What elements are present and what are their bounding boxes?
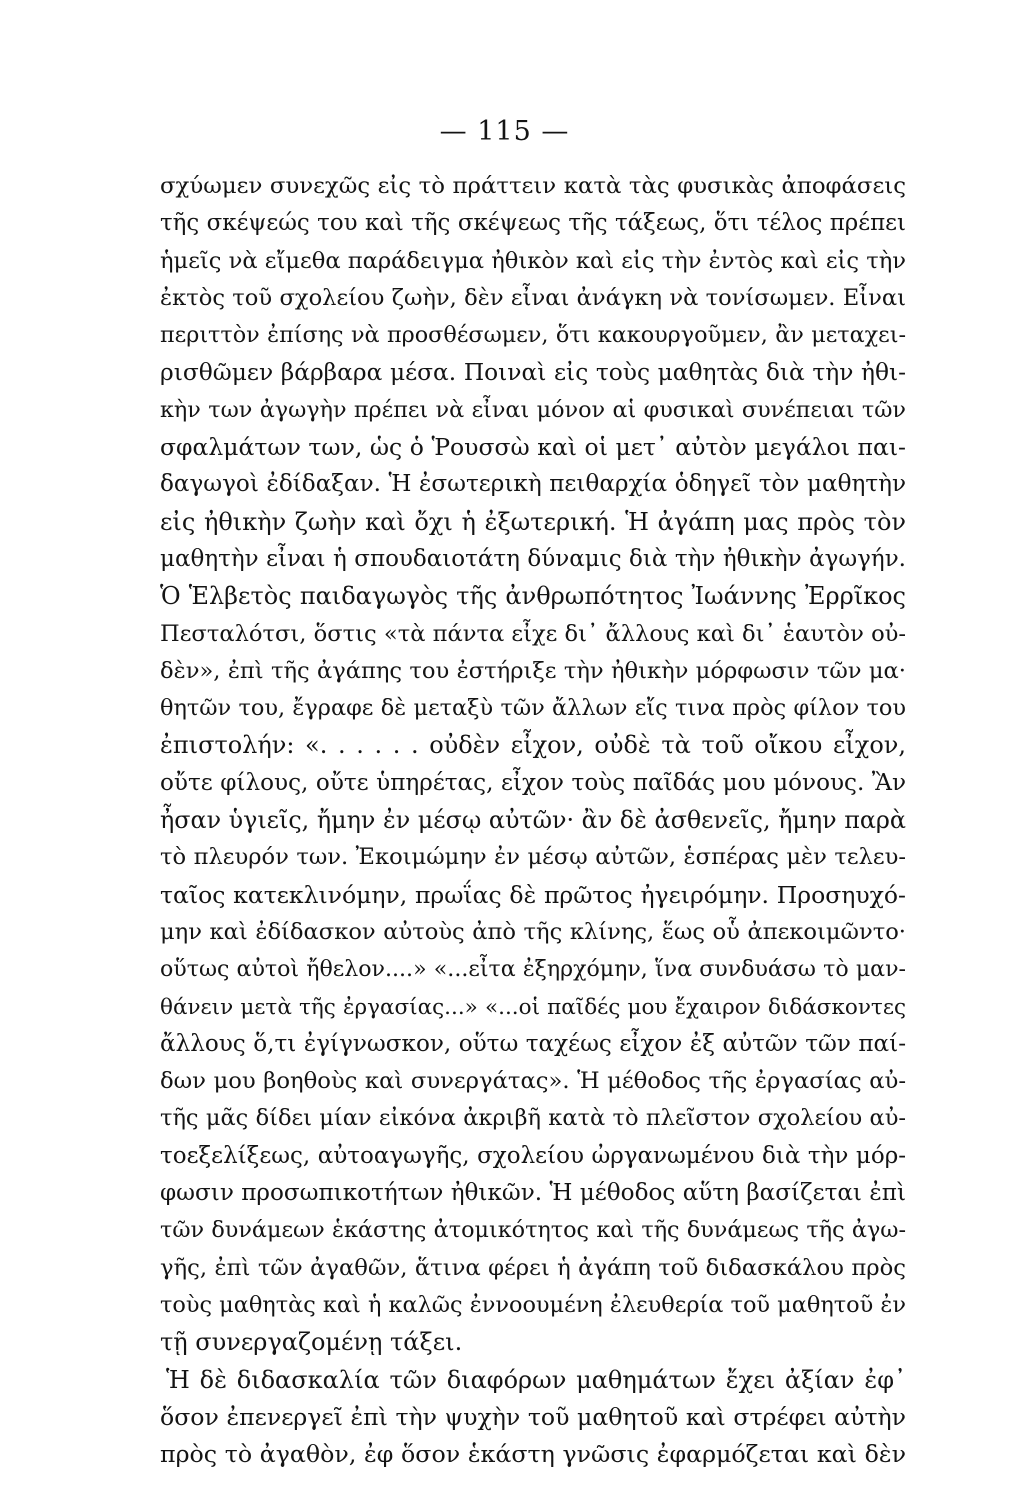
text-line: ἐκτὸς τοῦ σχολείου ζωὴν, δὲν εἶναι ἀνάγκη νὰ τονίσωμεν. Εἶναι — [160, 284, 906, 311]
text-line: Ὁ Ἑλβετὸς παιδαγωγὸς τῆς ἀνθρωπότητος Ἰωάννης Ἐρρῖκος — [160, 582, 906, 611]
text-line: ρισθῶμεν βάρβαρα μέσα. Ποιναὶ εἰς τοὺς μαθητὰς διὰ τὴν ἠθι- — [160, 359, 906, 387]
text-line: ὅσον ἐπενεργεῖ ἐπὶ τὴν ψυχὴν τοῦ μαθητοῦ καὶ στρέφει αὐτὴν — [160, 1402, 906, 1431]
text-line: τῇ συνεργαζομένῃ τάξει. — [160, 1328, 463, 1357]
text-line: τῶν δυνάμεων ἑκάστης ἀτομικότητος καὶ τῆς δυνάμεως τῆς ἀγω- — [160, 1217, 906, 1244]
text-line: τοεξελίξεως, αὐτοαγωγῆς, σχολείου ὠργανωμένου διὰ τὴν μόρ- — [160, 1142, 906, 1169]
text-line: τὸ πλευρόν των. Ἐκοιμώμην ἐν μέσῳ αὐτῶν, ἑσπέρας μὲν τελευ- — [160, 844, 906, 871]
text-line: ἐπιστολήν: «. . . . . . οὐδὲν εἶχον, οὐδὲ τὰ τοῦ οἴκου εἶχον, — [160, 731, 906, 760]
text-line: οὔτε φίλους, οὔτε ὑπηρέτας, εἶχον τοὺς παῖδάς μου μόνους. Ἂν — [160, 769, 906, 796]
text-line: Πεσταλότσι, ὅστις «τὰ πάντα εἶχε δι᾽ ἄλλους καὶ δι᾽ ἑαυτὸν οὐ- — [160, 620, 907, 647]
body-text — [160, 168, 906, 1473]
text-line: γῆς, ἐπὶ τῶν ἀγαθῶν, ἅτινα φέρει ἡ ἀγάπη τοῦ διδασκάλου πρὸς — [160, 1254, 906, 1281]
text-line: θάνειν μετὰ τῆς ἐργασίας...» «...οἱ παῖδές μου ἔχαιρον διδάσκοντες — [160, 994, 906, 1020]
text-line: δὲν», ἐπὶ τῆς ἀγάπης του ἐστήριξε τὴν ἠθικὴν μόρφωσιν τῶν μα· — [160, 657, 906, 684]
text-line: θητῶν του, ἔγραφε δὲ μεταξὺ τῶν ἄλλων εἴς τινα πρὸς φίλον του — [160, 695, 906, 722]
text-line: πρὸς τὸ ἀγαθὸν, ἐφ ὅσον ἑκάστη γνῶσις ἐφαρμόζεται καὶ δὲν — [160, 1440, 906, 1469]
text-line: Ἡ δὲ διδασκαλία τῶν διαφόρων μαθημάτων ἔχει ἀξίαν ἐφ᾽ — [166, 1365, 906, 1394]
text-line: φωσιν προσωπικοτήτων ἠθικῶν. Ἡ μέθοδος αὕτη βασίζεται ἐπὶ — [160, 1180, 906, 1207]
text-line: οὕτως αὐτοὶ ἤθελον....» «...εἶτα ἐξηρχόμην, ἵνα συνδυάσω τὸ μαν- — [160, 956, 906, 983]
text-line: τοὺς μαθητὰς καὶ ἡ καλῶς ἐννοουμένη ἐλευθερία τοῦ μαθητοῦ ἐν — [160, 1291, 906, 1318]
text-line: τῆς σκέψεώς του καὶ τῆς σκέψεως τῆς τάξεως, ὅτι τέλος πρέπει — [160, 210, 906, 237]
text-line: κὴν των ἀγωγὴν πρέπει νὰ εἶναι μόνον αἱ φυσικαὶ συνέπειαι τῶν — [160, 396, 906, 423]
text-line: ἄλλους ὅ,τι ἐγίγνωσκον, οὕτω ταχέως εἶχον ἐξ αὐτῶν τῶν παί- — [160, 1030, 906, 1057]
text-line: ἡμεῖς νὰ εἴμεθα παράδειγμα ἠθικὸν καὶ εἰς τὴν ἐντὸς καὶ εἰς τὴν — [160, 247, 907, 274]
text-line: ταῖος κατεκλινόμην, πρωΐας δὲ πρῶτος ἠγειρόμην. Προσηυχό- — [160, 880, 906, 909]
text-line: ἦσαν ὑγιεῖς, ἤμην ἐν μέσῳ αὐτῶν· ἂν δὲ ἀσθενεῖς, ἤμην παρὰ — [160, 806, 906, 835]
text-line: δαγωγοὶ ἐδίδαξαν. Ἡ ἐσωτερικὴ πειθαρχία ὁδηγεῖ τὸν μαθητὴν — [160, 471, 906, 498]
text-line: μην καὶ ἐδίδασκον αὐτοὺς ἀπὸ τῆς κλίνης, ἕως οὗ ἀπεκοιμῶντο· — [160, 918, 906, 945]
page-number: — 115 — — [439, 116, 570, 147]
text-line: σφαλμάτων των, ὡς ὁ Ῥουσσὼ καὶ οἱ μετ᾽ αὐτὸν μεγάλοι παι- — [160, 433, 906, 462]
text-line: τῆς μᾶς δίδει μίαν εἰκόνα ἀκριβῆ κατὰ τὸ πλεῖστον σχολείου αὐ- — [160, 1105, 906, 1132]
text-line: μαθητὴν εἶναι ἡ σπουδαιοτάτη δύναμις διὰ τὴν ἠθικὴν ἀγωγήν. — [160, 545, 906, 572]
text-line: δων μου βοηθοὺς καὶ συνεργάτας». Ἡ μέθοδος τῆς ἐργασίας αὐ- — [160, 1068, 906, 1095]
text-line: περιττὸν ἐπίσης νὰ προσθέσωμεν, ὅτι κακουργοῦμεν, ἂν μεταχει- — [160, 322, 906, 349]
text-line: σχύωμεν συνεχῶς εἰς τὸ πράττειν κατὰ τὰς φυσικὰς ἀποφάσεις — [160, 173, 906, 199]
text-line: εἰς ἠθικὴν ζωὴν καὶ ὄχι ἡ ἐξωτερική. Ἡ ἀγάπη μας πρὸς τὸν — [160, 507, 906, 536]
